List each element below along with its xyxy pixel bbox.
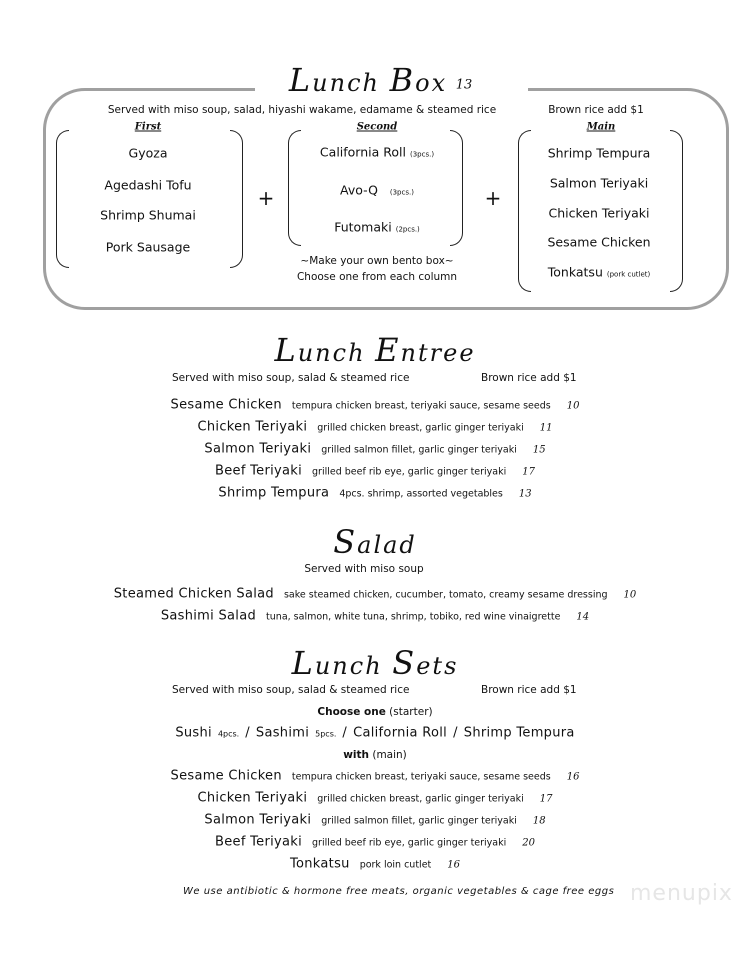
menu-item: Beef Teriyaki grilled beef rib eye, garlic ginger teriyaki 17 — [215, 463, 535, 479]
with-main-label: with (main) — [343, 749, 407, 761]
bracket-left — [56, 130, 69, 268]
plus-sign: + — [484, 186, 502, 210]
column-header-first: First — [134, 121, 162, 133]
second-item: Avo-Q (3pcs.) — [340, 182, 414, 198]
bento-note: Choose one from each column — [296, 271, 458, 283]
bracket-left — [288, 130, 301, 246]
first-item: Gyoza — [128, 145, 168, 161]
menu-item: Steamed Chicken Salad sake steamed chicken, cucumber, tomato, creamy sesame dressing 10 — [113, 586, 637, 602]
sets-served: Served with miso soup, salad & steamed rice — [172, 684, 410, 696]
bracket-right — [450, 130, 463, 246]
main-item: Salmon Teriyaki — [549, 175, 649, 191]
watermark: menupix — [630, 881, 733, 906]
menu-item: Tonkatsu pork loin cutlet 16 — [289, 856, 461, 872]
bracket-left — [518, 130, 531, 292]
main-item: Tonkatsu (pork cutlet) — [547, 264, 651, 280]
lunch-box-brown-rice: Brown rice add $1 — [548, 104, 644, 116]
first-item: Shrimp Shumai — [100, 207, 196, 223]
main-item: Shrimp Tempura — [547, 145, 651, 161]
menu-item: Chicken Teriyaki grilled chicken breast, garlic ginger teriyaki 11 — [197, 419, 553, 435]
lunch-sets-title: Lunch Sets — [291, 644, 459, 682]
column-header-main: Main — [586, 121, 616, 133]
lunch-box-served: Served with miso soup, salad, hiyashi wakame, edamame & steamed rice — [107, 104, 497, 116]
salad-title: Salad — [333, 523, 417, 561]
lunch-box-price: 13 — [455, 77, 473, 93]
menu-item: Chicken Teriyaki grilled chicken breast, garlic ginger teriyaki 17 — [197, 790, 553, 806]
salad-served: Served with miso soup — [304, 563, 424, 575]
second-item: California Roll (3pcs.) — [319, 144, 435, 160]
first-item: Pork Sausage — [105, 239, 191, 255]
choose-one-label: Choose one (starter) — [317, 706, 433, 718]
entree-served: Served with miso soup, salad & steamed rice — [172, 372, 410, 384]
menu-item: Beef Teriyaki grilled beef rib eye, garlic ginger teriyaki 20 — [215, 834, 535, 850]
bracket-right — [230, 130, 243, 268]
sets-brown-rice: Brown rice add $1 — [481, 684, 577, 696]
bento-note: ~Make your own bento box~ — [300, 255, 454, 267]
menu-item: Salmon Teriyaki grilled salmon fillet, garlic ginger teriyaki 15 — [204, 441, 546, 457]
main-item: Chicken Teriyaki — [548, 205, 650, 221]
column-header-second: Second — [356, 121, 398, 133]
entree-brown-rice: Brown rice add $1 — [481, 372, 577, 384]
main-item: Sesame Chicken — [547, 234, 651, 250]
lunch-box-title: Lunch Box — [288, 61, 448, 99]
menu-item: Sesame Chicken tempura chicken breast, teriyaki sauce, sesame seeds 10 — [170, 397, 580, 413]
first-item: Agedashi Tofu — [104, 177, 192, 193]
second-item: Futomaki (2pcs.) — [334, 219, 420, 235]
menu-item: Sesame Chicken tempura chicken breast, teriyaki sauce, sesame seeds 16 — [170, 768, 580, 784]
lunch-entree-title: Lunch Entree — [274, 331, 476, 369]
footer-note: We use antibiotic & hormone free meats, organic vegetables & cage free eggs — [183, 886, 615, 897]
menu-item: Salmon Teriyaki grilled salmon fillet, garlic ginger teriyaki 18 — [204, 812, 546, 828]
starter-options: Sushi 4pcs. / Sashimi 5pcs. / California Roll / Shrimp Tempura — [175, 725, 575, 741]
menu-item: Sashimi Salad tuna, salmon, white tuna, shrimp, tobiko, red wine vinaigrette 14 — [160, 608, 590, 624]
plus-sign: + — [257, 186, 275, 210]
bracket-right — [670, 130, 683, 292]
menu-item: Shrimp Tempura 4pcs. shrimp, assorted vegetables 13 — [218, 485, 532, 501]
